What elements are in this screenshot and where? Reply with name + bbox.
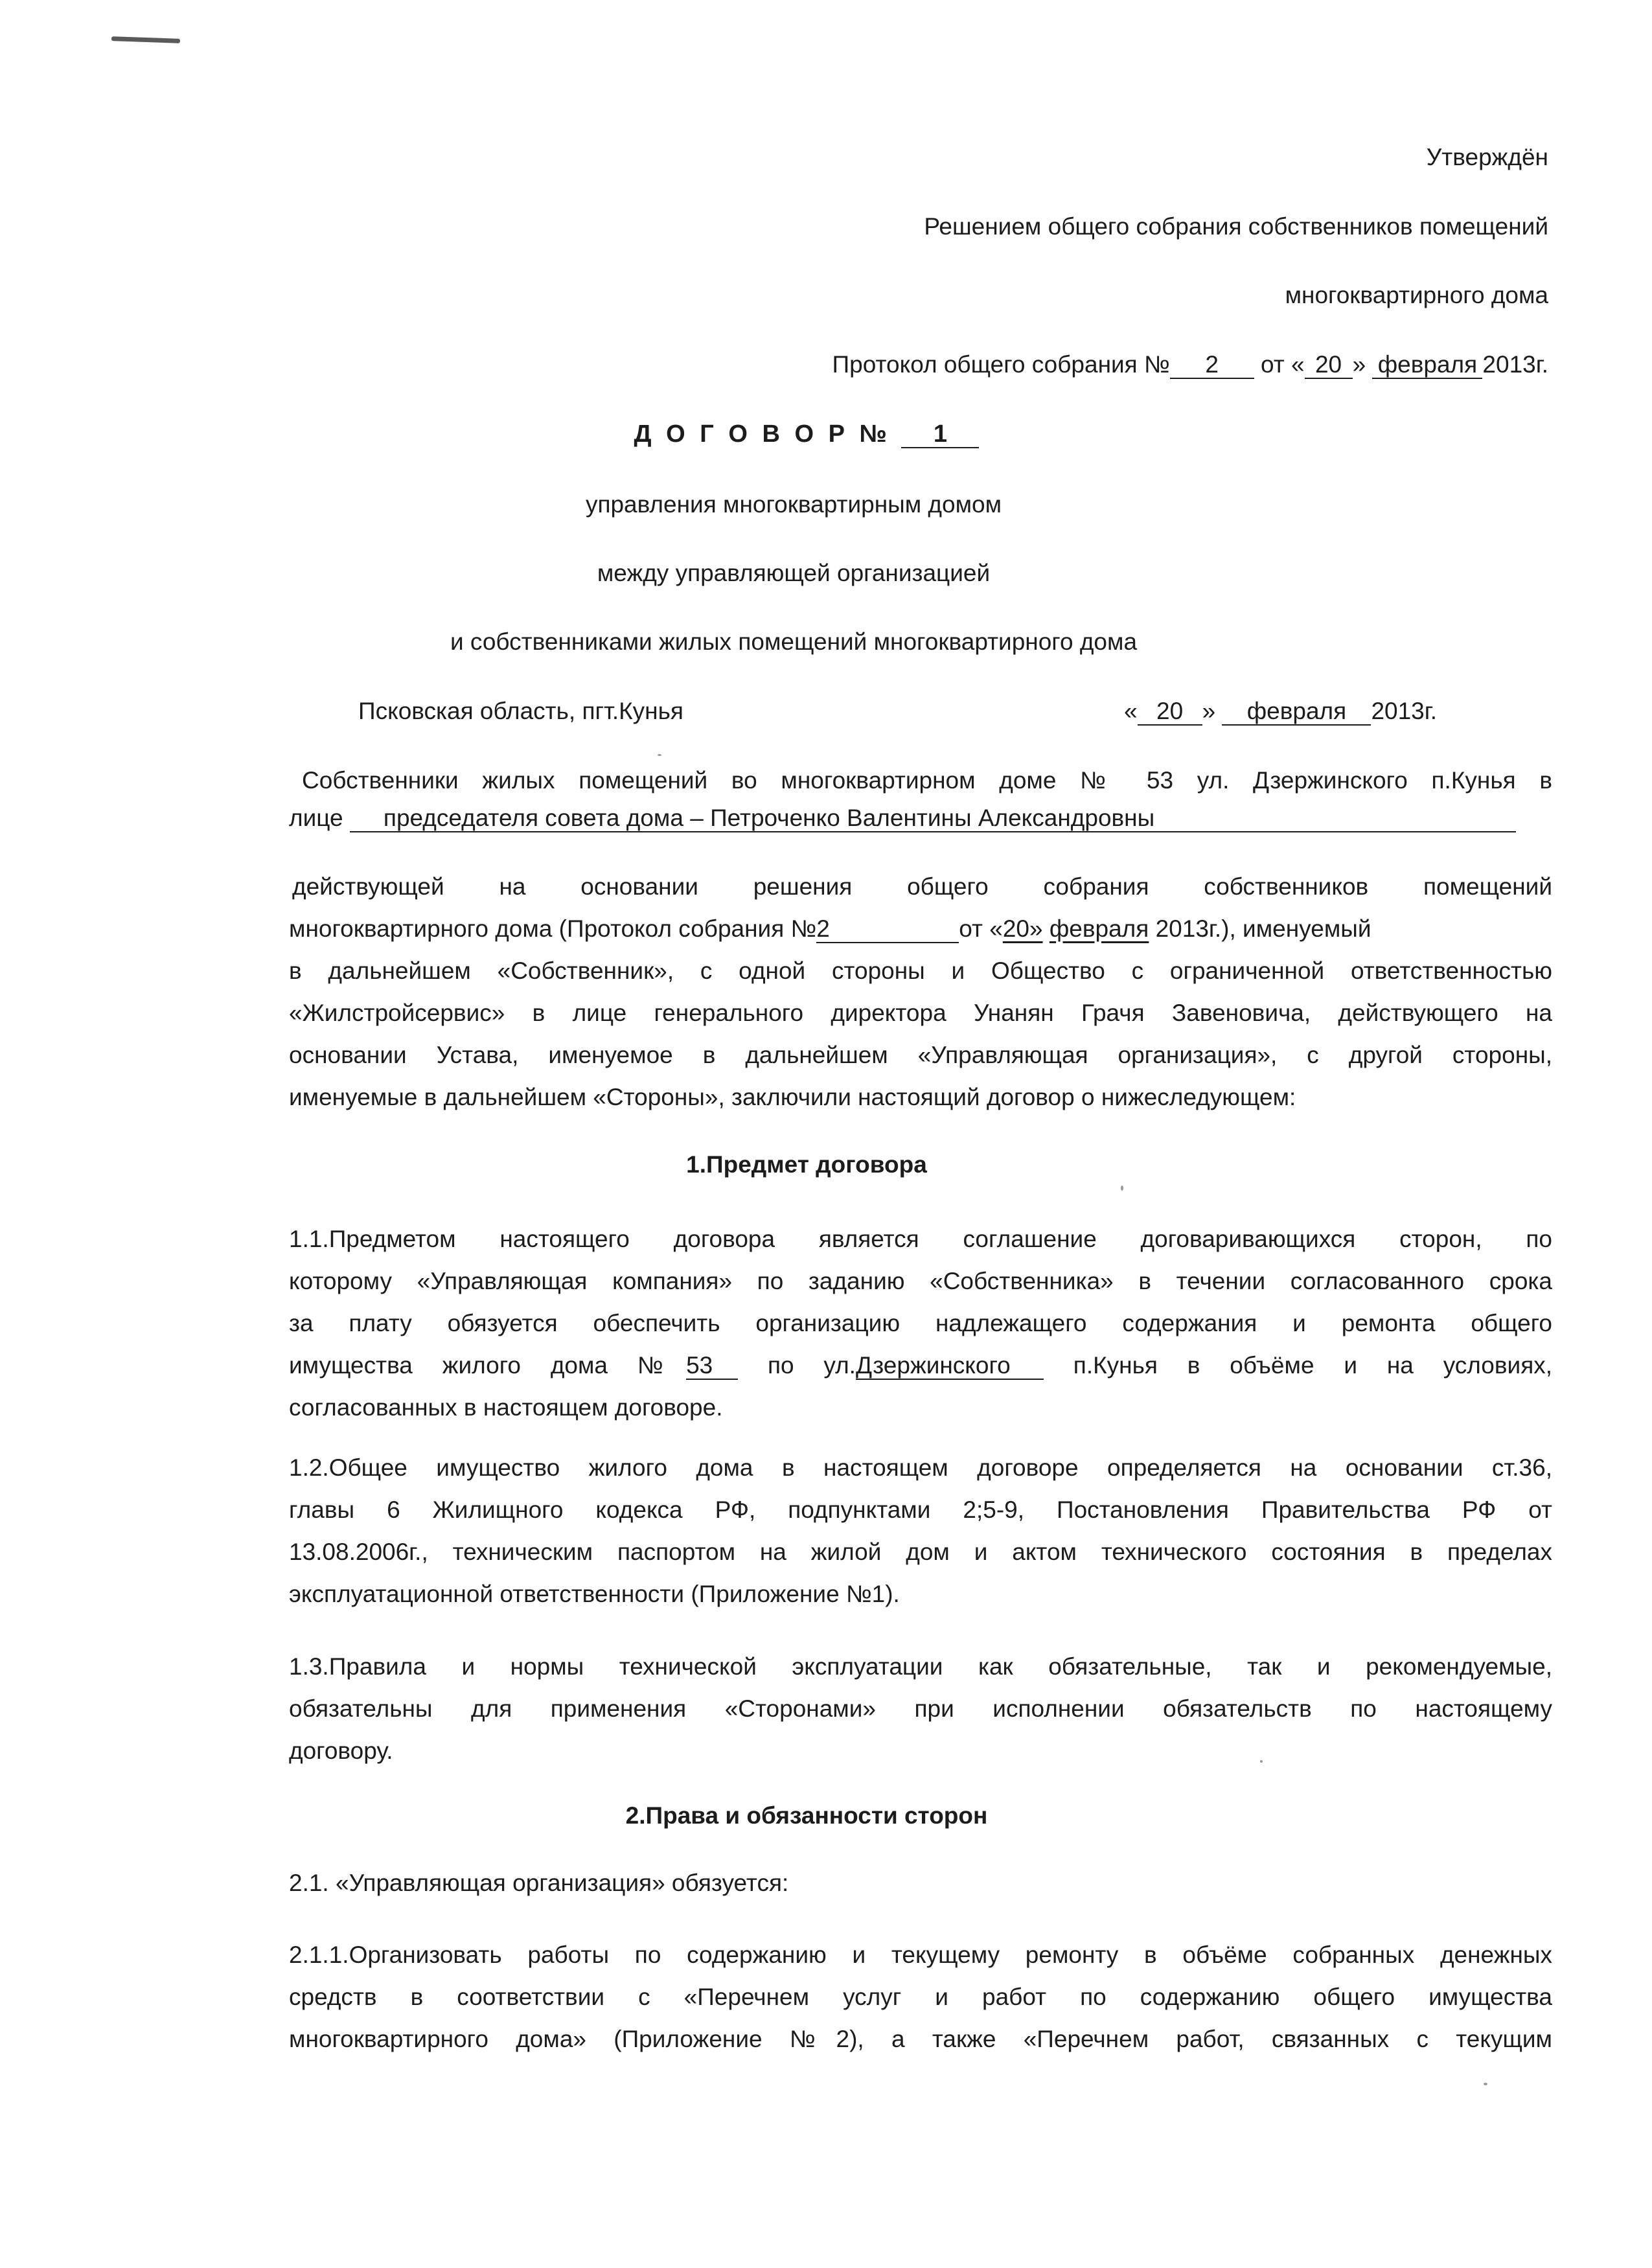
s1p2-line-2: главы 6 Жилищного кодекса РФ, подпунктами 2;5-9, Постановления Правительства РФ от	[289, 1496, 1552, 1523]
protocol-year: 2013г.	[1482, 351, 1548, 378]
protocol-from: от «	[1260, 351, 1305, 378]
section-2-heading: 2.Права и обязанности сторон	[625, 1802, 988, 1829]
subtitle-3: и собственниками жилых помещений многоквартирного дома	[450, 628, 1138, 655]
s1p3-line-3: договору.	[289, 1737, 393, 1764]
approval-building: многоквартирного дома	[1285, 282, 1548, 308]
s1p1-line-4-a: имущества жилого дома №	[289, 1352, 687, 1379]
s1p1-line-4-b: по ул.	[767, 1352, 856, 1379]
s1p1-line-4-d: в объёме и на условиях,	[1187, 1352, 1553, 1379]
date-close: »	[1202, 698, 1216, 724]
s1p1-line-1: 1.1.Предметом настоящего договора является соглашение договаривающихся сторон, по	[289, 1226, 1552, 1252]
s1p1-line-4	[289, 1344, 1552, 1386]
section-1-paragraph-1	[289, 1218, 1552, 1428]
section-1-paragraph-3	[289, 1645, 1552, 1772]
s2p2-line-1: 2.1.1.Организовать работы по содержанию и текущему ремонту в объёме собранных денежных	[289, 1942, 1552, 1968]
p2-day: 20»	[1002, 915, 1043, 942]
street-name: Дзержинского	[856, 1353, 1044, 1380]
approval-protocol	[832, 350, 1548, 380]
p2-line-2-a: многоквартирного дома (Протокол собрания №	[289, 915, 817, 942]
p2-line-1: действующей на основании решения общего собрания собственников помещений	[292, 873, 1552, 900]
date-open: «	[1124, 698, 1138, 724]
representative-name: председателя совета дома – Петроченко Валентины Александровны	[350, 805, 1516, 832]
p2-protocol-number: 2	[816, 916, 959, 943]
s2p2-line-2: средств в соответствии с «Перечнем услуг и работ по содержанию общего имущества	[289, 1984, 1552, 2010]
protocol-day: 20	[1305, 352, 1353, 379]
title-prefix: Д О Г О В О Р №	[634, 420, 891, 448]
intro-line-1: Собственники жилых помещений во многоквартирном доме № 53 ул. Дзержинского п.Кунья в	[302, 767, 1552, 794]
subtitle-2: между управляющей организацией	[597, 560, 991, 586]
scan-speck	[1260, 1760, 1263, 1763]
intro-paragraph-1	[302, 761, 1552, 800]
date-month: февраля	[1222, 698, 1371, 726]
protocol-close: »	[1352, 351, 1366, 378]
scan-speck	[658, 754, 661, 756]
s1p1-line-2: которому «Управляющая компания» по заданию «Собственника» в течении согласованного срока	[289, 1268, 1552, 1294]
p2-line-4: «Жилстройсервис» в лице генерального директора Унанян Грачя Завеновича, действующего на	[289, 1000, 1552, 1026]
p2-line-2-c: 2013г.), именуемый	[1155, 915, 1371, 942]
s1p2-line-4: эксплуатационной ответственности (Приложение №1).	[289, 1581, 900, 1607]
p2-line-6: именуемые в дальнейшем «Стороны», заключили настоящий договор о нижеследующем:	[289, 1084, 1296, 1110]
s1p2-line-1: 1.2.Общее имущество жилого дома в настоящем договоре определяется на основании ст.36,	[289, 1454, 1552, 1481]
scan-mark	[111, 36, 180, 43]
p2-line-2-b: от «	[959, 915, 1003, 942]
contract-place: Псковская область, пгт.Кунья	[358, 698, 683, 724]
subtitle-1: управления многоквартирным домом	[585, 491, 1002, 518]
s2p2-line-3: многоквартирного дома» (Приложение №2), а также «Перечнем работ, связанных с текущим	[289, 2026, 1552, 2052]
section-2-paragraph-2	[289, 1934, 1552, 2060]
s1p3-line-2: обязательны для применения «Сторонами» при исполнении обязательств по настоящему	[289, 1695, 1552, 1722]
s1p3-line-1: 1.3.Правила и нормы технической эксплуатации как обязательные, так и рекомендуемые,	[289, 1653, 1552, 1680]
p2-line-5: основании Устава, именуемое в дальнейшем «Управляющая организация», с другой стороны,	[289, 1042, 1552, 1068]
protocol-month: февраля	[1372, 352, 1482, 379]
title-number: 1	[901, 421, 979, 448]
document-title	[0, 419, 1633, 449]
approval-decision: Решением общего собрания собственников помещений	[924, 213, 1548, 240]
p2-line-2	[289, 908, 1552, 950]
section-1-paragraph-2	[289, 1447, 1552, 1615]
s1p1-line-5: согласованных в настоящем договоре.	[289, 1394, 723, 1421]
date-year: 2013г.	[1371, 698, 1438, 724]
s1p1-line-3: за плату обязуется обеспечить организацию надлежащего содержания и ремонта общего	[289, 1310, 1552, 1336]
approval-approved: Утверждён	[1426, 144, 1548, 170]
s1p2-line-3: 13.08.2006г., техническим паспортом на жилой дом и актом технического состояния в пределах	[289, 1539, 1552, 1565]
section-2-paragraph-1: 2.1. «Управляющая организация» обязуется:	[289, 1870, 789, 1896]
scan-speck	[1484, 2083, 1487, 2085]
intro-paragraph-2	[289, 865, 1552, 1118]
protocol-prefix: Протокол общего собрания №	[832, 351, 1170, 378]
intro-line-2	[289, 803, 1516, 833]
date-day: 20	[1138, 698, 1202, 726]
section-1-heading: 1.Предмет договора	[686, 1151, 927, 1178]
protocol-number: 2	[1170, 352, 1254, 379]
intro-line-2-prefix: лице	[289, 805, 343, 831]
scan-speck	[1121, 1186, 1123, 1191]
s1p1-line-4-c: п.Кунья	[1073, 1352, 1158, 1379]
contract-date	[1124, 696, 1437, 726]
p2-line-3: в дальнейшем «Собственник», с одной стороны и Общество с ограниченной ответственностью	[289, 957, 1552, 984]
house-number: 53	[686, 1353, 738, 1380]
p2-month: февраля	[1049, 915, 1149, 942]
